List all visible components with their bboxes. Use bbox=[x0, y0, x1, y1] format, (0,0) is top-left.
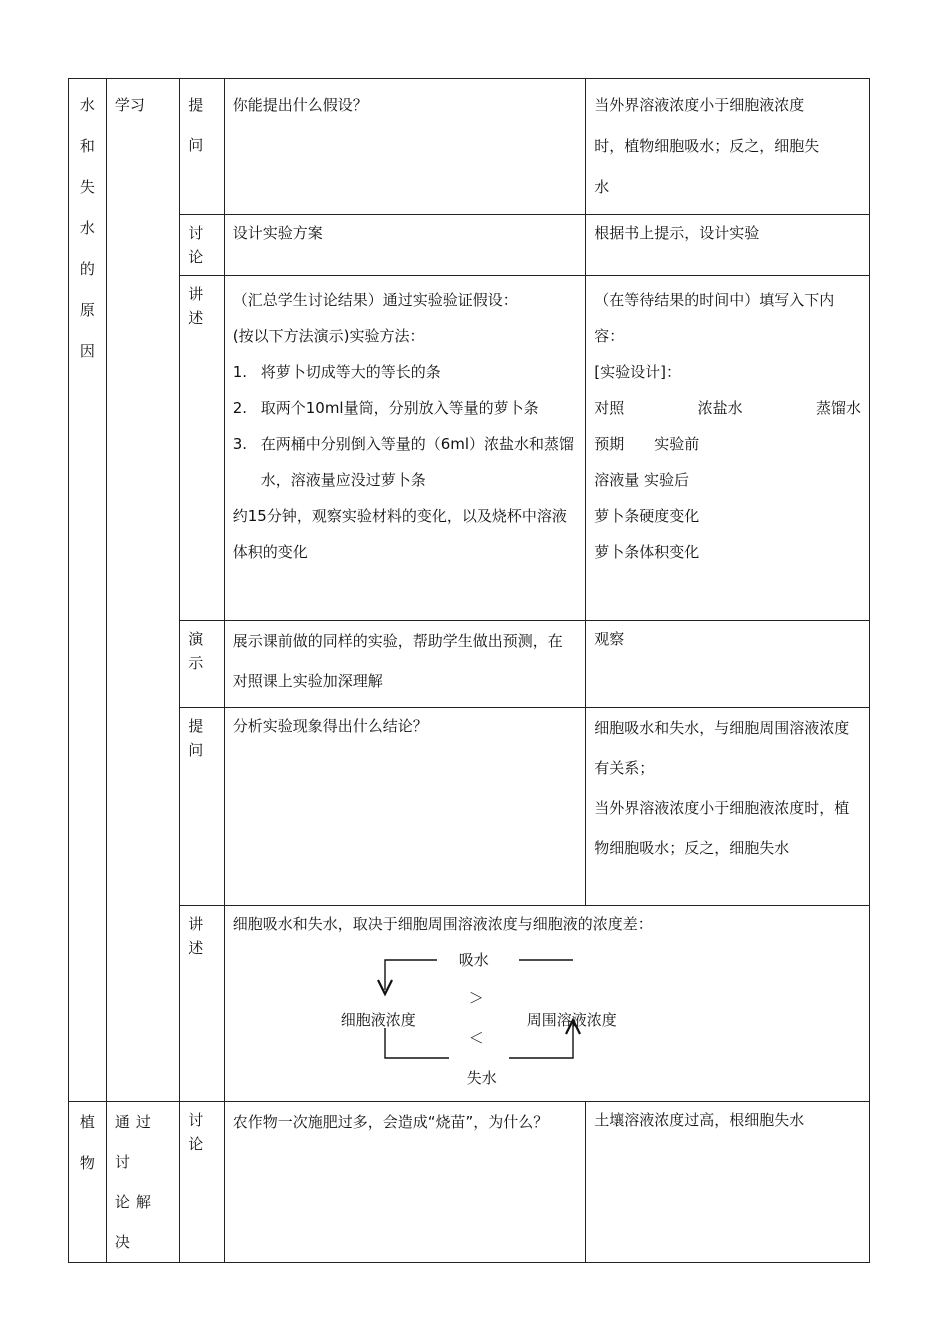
step-text: 在两桶中分别倒入等量的（6ml）浓盐水和蒸馏水，溶液量应没过萝卜条 bbox=[260, 435, 575, 489]
student-activity: 土壤溶液浓度过高，根细胞失水 bbox=[586, 1102, 870, 1263]
step-number: 2. bbox=[232, 399, 248, 417]
teacher-activity: 设计实验方案 bbox=[224, 215, 586, 276]
student-line: 当外界溶液浓度小于细胞液浓度 bbox=[594, 96, 805, 114]
design-line: 萝卜条体积变化 bbox=[594, 543, 700, 561]
table-row bbox=[69, 621, 870, 708]
design-line: 溶液量 实验后 bbox=[594, 471, 690, 489]
section-title-char: 因 bbox=[79, 342, 95, 360]
teacher-activity: 分析实验现象得出什么结论？ bbox=[224, 708, 586, 906]
section2-label-line: 论解决 bbox=[114, 1193, 157, 1251]
section-title-char: 失 bbox=[79, 178, 95, 196]
student-line: 当外界溶液浓度小于细胞液浓度时，植物细胞吸水；反之，细胞失水 bbox=[594, 799, 850, 857]
student-line: 时，植物细胞吸水；反之，细胞失 bbox=[594, 137, 820, 155]
section2-title-char: 植 bbox=[79, 1113, 95, 1131]
section-label bbox=[106, 79, 179, 1102]
method-step bbox=[233, 390, 578, 426]
step-number: 3. bbox=[232, 435, 248, 453]
section-title-char: 和 bbox=[79, 137, 95, 155]
design-line: 预期 实验前 bbox=[594, 435, 700, 453]
teacher-statement: 细胞吸水和失水，取决于细胞周围溶液浓度与细胞液的浓度差： bbox=[232, 915, 653, 933]
activity-type: 提问 bbox=[180, 79, 225, 215]
student-activity bbox=[586, 276, 870, 621]
section2-label bbox=[106, 1102, 179, 1263]
activity-type: 讨论 bbox=[180, 215, 225, 276]
design-line: 萝卜条硬度变化 bbox=[594, 507, 700, 525]
table-row bbox=[69, 906, 870, 1102]
osmosis-diagram bbox=[233, 938, 813, 1088]
student-activity: 根据书上提示，设计实验 bbox=[586, 215, 870, 276]
table-row bbox=[69, 276, 870, 621]
method-step bbox=[233, 354, 578, 390]
student-intro: （在等待结果的时间中）填写入下内容： bbox=[594, 291, 835, 345]
teacher-activity: 展示课前做的同样的实验，帮助学生做出预测，在对照课上实验加深理解 bbox=[224, 621, 586, 708]
student-activity: 观察 bbox=[586, 621, 870, 708]
student-activity bbox=[586, 708, 870, 906]
activity-type: 讲述 bbox=[180, 906, 225, 1102]
diagram-top-label: 吸水 bbox=[458, 951, 489, 969]
lesson-plan-table bbox=[68, 78, 870, 1263]
student-line: 水 bbox=[594, 178, 610, 196]
section2-title-vertical bbox=[69, 1102, 107, 1263]
section2-title-char: 物 bbox=[79, 1154, 95, 1172]
section-label-text: 学习 bbox=[114, 96, 145, 114]
design-col: 蒸馏水 bbox=[815, 399, 861, 417]
design-columns bbox=[594, 390, 861, 426]
section-title-char: 水 bbox=[79, 219, 95, 237]
teacher-activity: 你能提出什么假设？ bbox=[224, 79, 586, 215]
table-row bbox=[69, 79, 870, 215]
student-activity bbox=[586, 79, 870, 215]
table-row bbox=[69, 215, 870, 276]
design-col: 对照 bbox=[594, 399, 625, 417]
greater-than-sign: ＞ bbox=[468, 989, 484, 1007]
teacher-tail: 约15分钟，观察实验材料的变化，以及烧杯中溶液体积的变化 bbox=[232, 507, 567, 561]
activity-type: 讨论 bbox=[180, 1102, 225, 1263]
diagram-arrows bbox=[233, 938, 813, 1088]
teacher-activity bbox=[224, 276, 586, 621]
section-title-vertical bbox=[69, 79, 107, 1102]
diagram-right-label: 周围溶液浓度 bbox=[526, 1011, 617, 1029]
step-number: 1. bbox=[232, 363, 248, 381]
less-than-sign: ＜ bbox=[468, 1029, 484, 1047]
student-line: 细胞吸水和失水，与细胞周围溶液浓度有关系； bbox=[594, 719, 850, 777]
diagram-left-label: 细胞液浓度 bbox=[340, 1011, 416, 1029]
design-heading: [实验设计]： bbox=[594, 363, 681, 381]
section-title-char: 的 bbox=[79, 260, 95, 278]
teacher-activity: 农作物一次施肥过多，会造成“烧苗”，为什么？ bbox=[224, 1102, 586, 1263]
table-row bbox=[69, 708, 870, 906]
teacher-intro: （汇总学生讨论结果）通过实验验证假设： bbox=[232, 291, 518, 309]
section-title-char: 水 bbox=[79, 96, 95, 114]
section-title-char: 原 bbox=[79, 301, 95, 319]
activity-type: 提问 bbox=[180, 708, 225, 906]
design-col: 浓盐水 bbox=[697, 399, 743, 417]
section2-label-line: 通过讨 bbox=[114, 1113, 157, 1171]
method-step bbox=[233, 426, 578, 498]
teacher-intro: (按以下方法演示)实验方法： bbox=[232, 327, 425, 345]
teacher-activity-wide bbox=[224, 906, 869, 1102]
table-row bbox=[69, 1102, 870, 1263]
activity-type: 讲述 bbox=[180, 276, 225, 621]
diagram-bottom-label: 失水 bbox=[466, 1069, 497, 1087]
step-text: 取两个10ml量筒，分别放入等量的萝卜条 bbox=[260, 399, 539, 417]
activity-type: 演示 bbox=[180, 621, 225, 708]
step-text: 将萝卜切成等大的等长的条 bbox=[260, 363, 441, 381]
